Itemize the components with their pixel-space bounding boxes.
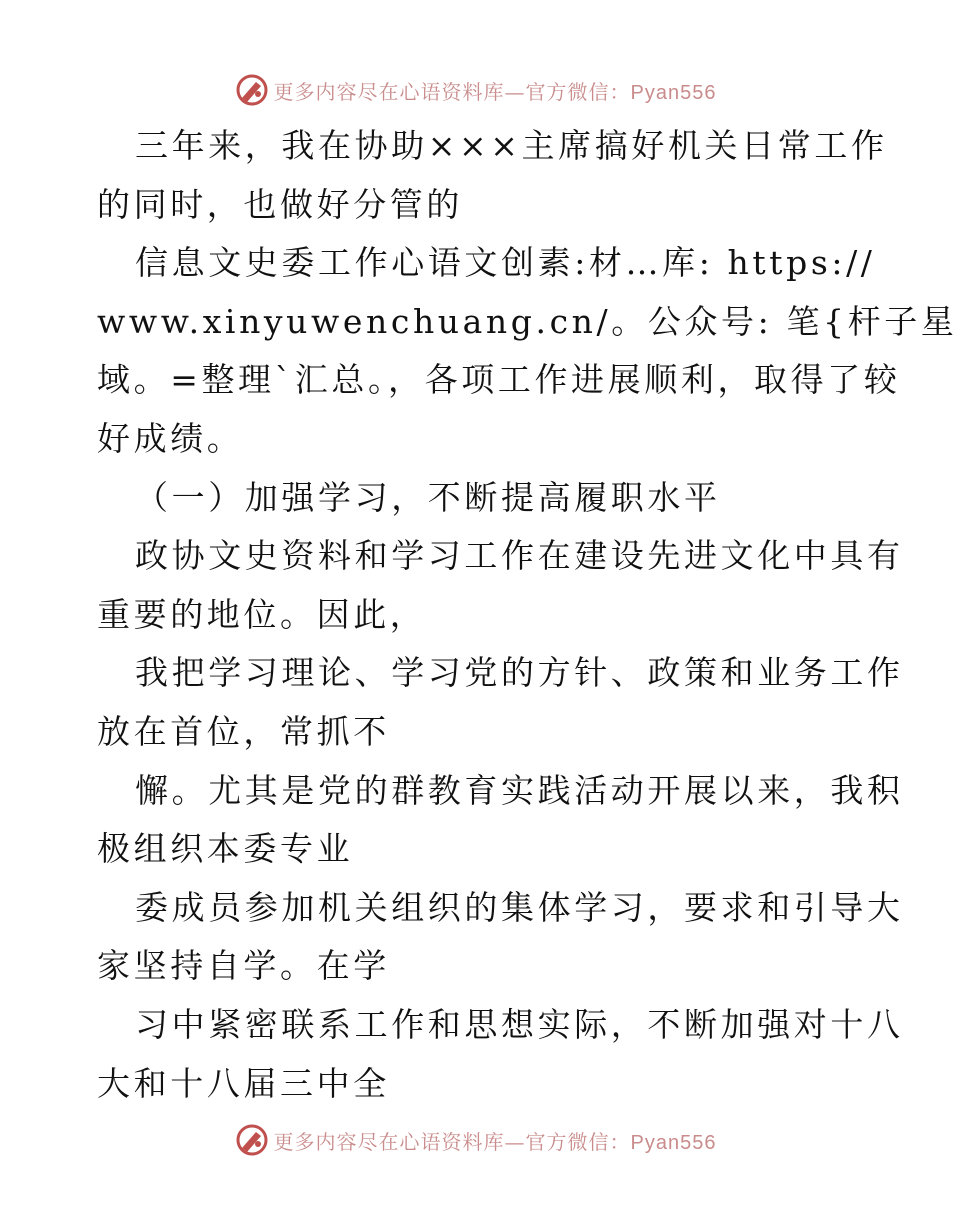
section-heading: （一）加强学习，不断提高履职水平	[135, 477, 721, 517]
header-watermark	[0, 70, 950, 110]
watermark-text	[274, 1126, 717, 1155]
watermark-brand: 更多内容尽在心语资料库	[273, 1129, 505, 1154]
watermark-wechat-id: Pyan556	[630, 1131, 717, 1154]
watermark-text	[274, 76, 717, 105]
text-line: 家坚持自学。在学	[97, 946, 390, 986]
text-line: 懈。尤其是党的群教育实践活动开展以来，我积	[135, 770, 904, 810]
text-line: 习中紧密联系工作和思想实际，不断加强对十八	[135, 1004, 904, 1044]
text-line: 极组织本委专业	[97, 829, 354, 869]
text-line: 好成绩。	[97, 418, 244, 458]
body-text	[97, 117, 957, 1113]
text-line: 域。=整理`汇总。，各项工作进展顺利，取得了较	[97, 360, 901, 400]
text-line: 放在首位，常抓不	[97, 711, 390, 751]
text-line: 重要的地位。因此，	[97, 594, 427, 634]
footer-watermark	[0, 1120, 950, 1160]
watermark-wechat-label: 官方微信：	[525, 79, 631, 104]
pen-logo-icon	[234, 1122, 270, 1158]
text-line: 的同时，也做好分管的	[97, 184, 463, 224]
text-line: 我把学习理论、学习党的方针、政策和业务工作	[135, 653, 904, 693]
text-line: 三年来，我在协助×××主席搞好机关日常工作	[135, 126, 888, 165]
text-line: www.xinyuwenchuang.cn/。公众号: 笔{杆子星	[97, 301, 957, 341]
watermark-separator: —	[504, 79, 526, 104]
watermark-brand: 更多内容尽在心语资料库	[273, 79, 505, 104]
text-line: 大和十八届三中全	[97, 1063, 390, 1103]
watermark-separator: —	[504, 1129, 526, 1154]
text-line: 政协文史资料和学习工作在建设先进文化中具有	[135, 536, 904, 576]
watermark-wechat-id: Pyan556	[630, 81, 717, 104]
text-line: 信息文史委工作心语文创素:材…库: https://	[135, 243, 876, 283]
text-line: 委成员参加机关组织的集体学习，要求和引导大	[135, 887, 904, 927]
watermark-wechat-label: 官方微信：	[525, 1129, 631, 1154]
pen-logo-icon	[234, 72, 270, 108]
